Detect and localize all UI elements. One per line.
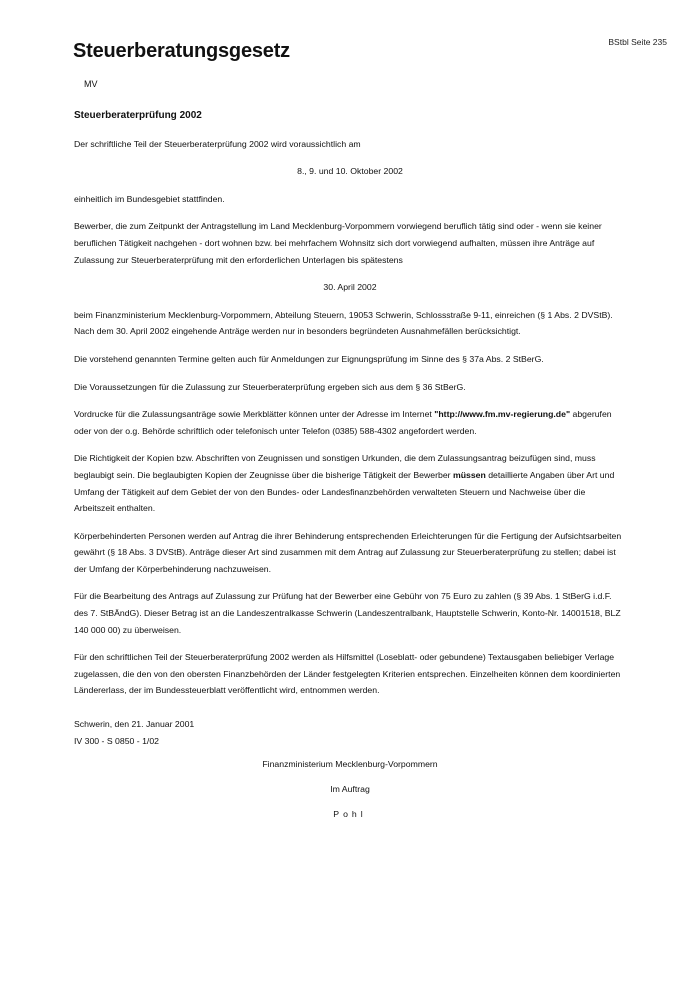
document-body: [74, 108, 626, 710]
emphasis-must: müssen: [452, 469, 486, 480]
paragraph-forms: [74, 406, 626, 439]
paragraph-aptitude-test: Die vorstehend genannten Termine gelten auch für Anmeldungen zur Eignungsprüfung im Sinne des § 37a Abs. 2 StBerG.: [74, 353, 544, 364]
state-abbreviation: MV: [84, 79, 98, 89]
paragraph-copies: [74, 450, 626, 516]
forms-text-end: abgerufen oder von der o.g. Behörde schriftlich oder telefonisch unter Telefon (0385) 588-4302 angefordert werden.: [74, 409, 612, 436]
copies-text-end: detaillierte Angaben über Art und Umfang der Tätigkeit auf dem Gebiet der von den Bundes- oder Landesfinanzbehörden verwalteten Steuern und Nachweise über die Arbeitszeit enthalten.: [74, 469, 615, 514]
paragraph-exam-date-intro: Der schriftliche Teil der Steuerberaterprüfung 2002 wird voraussichtlich am: [74, 138, 361, 149]
copies-text-start: Die Richtigkeit der Kopien bzw. Abschriften von Zeugnissen und sonstigen Urkunden, die dem Zulassungsantrag beizufügen sind, muss beglaubigt sein. Die beglaubigten Kopien der Zeugnisse über die bisherige Tätigkeit der Bewerber: [74, 453, 596, 480]
paragraph-submission: beim Finanzministerium Mecklenburg-Vorpommern, Abteilung Steuern, 19053 Schwerin, Schlossstraße 9-11, einreichen (§ 1 Abs. 2 DVStB). Nach dem 30. April 2002 eingehende Anträge werden nur in besonders begründeten Ausnahmefällen berücksichtigt.: [74, 309, 613, 337]
closing-block: [74, 716, 194, 749]
document-title: Steuerberatungsgesetz: [73, 40, 290, 62]
issuing-authority: Finanzministerium Mecklenburg-Vorpommern: [262, 759, 438, 769]
paragraph-disability: Körperbehinderten Personen werden auf Antrag die ihrer Behinderung entsprechenden Erleichterungen für die Fertigung der Aufsichtsarbeiten gewährt (§ 18 Abs. 3 DVStB). Anträge dieser Art sind zusammen mit dem Antrag auf Zulassung zur Steuerberaterprüfung zu stellen; dabei ist der Umfang der Körperbehinderung nachzuweisen.: [74, 530, 622, 574]
signature-name: Pohl: [333, 809, 367, 819]
forms-text-start: Vordrucke für die Zulassungsanträge sowie Merkblätter können unter der Adresse im Internet: [74, 409, 435, 420]
on-behalf: Im Auftrag: [330, 784, 370, 794]
internet-address: "http://www.fm.mv-regierung.de": [434, 409, 571, 420]
place-date: Schwerin, den 21. Januar 2001: [74, 719, 195, 729]
section-title: Steuerberaterprüfung 2002: [74, 110, 202, 121]
paragraph-requirements: Die Voraussetzungen für die Zulassung zur Steuerberaterprüfung ergeben sich aus dem § 36 StBerG.: [74, 381, 466, 392]
page-reference: BStbl Seite 235: [608, 37, 667, 47]
file-reference: IV 300 - S 0850 - 1/02: [74, 735, 160, 746]
paragraph-aids: Für den schriftlichen Teil der Steuerberaterprüfung 2002 werden als Hilfsmittel (Loseblatt- oder gebundene) Textausgaben beliebiger Verlage zugelassen, die den von den obersten Finanzbehörden der Länder festgelegten Kriterien entsprechen. Einzelheiten können dem koordinierten Ländererlass, der im Bundessteuerblatt veröffentlicht wird, entnommen werden.: [74, 652, 621, 696]
paragraph-fee: Für die Bearbeitung des Antrags auf Zulassung zur Prüfung hat der Bewerber eine Gebühr von 75 Euro zu zahlen (§ 39 Abs. 1 StBerG i.d.F. des 7. StBÄndG). Dieser Betrag ist an die Landeszentralkasse Schwerin (Landeszentralbank, Hauptstelle Schwerin, Konto-Nr. 14001518, BLZ 140 000 00) zu überweisen.: [74, 591, 621, 635]
application-deadline: 30. April 2002: [323, 282, 377, 293]
exam-dates: 8., 9. und 10. Oktober 2002: [297, 166, 403, 177]
paragraph-applicants: Bewerber, die zum Zeitpunkt der Antragstellung im Land Mecklenburg-Vorpommern vorwiegend beruflich tätig sind oder - wenn sie keiner beruflichen Tätigkeit nachgehen - dort wohnen bzw. bei mehrfachem Wohnsitz sich dort vorwiegend aufhalten, müssen ihre Anträge auf Zulassung zur Steuerberaterprüfung mit den erforderlichen Unterlagen bis spätestens: [74, 221, 602, 265]
paragraph-nationwide: einheitlich im Bundesgebiet stattfinden.: [74, 193, 225, 204]
